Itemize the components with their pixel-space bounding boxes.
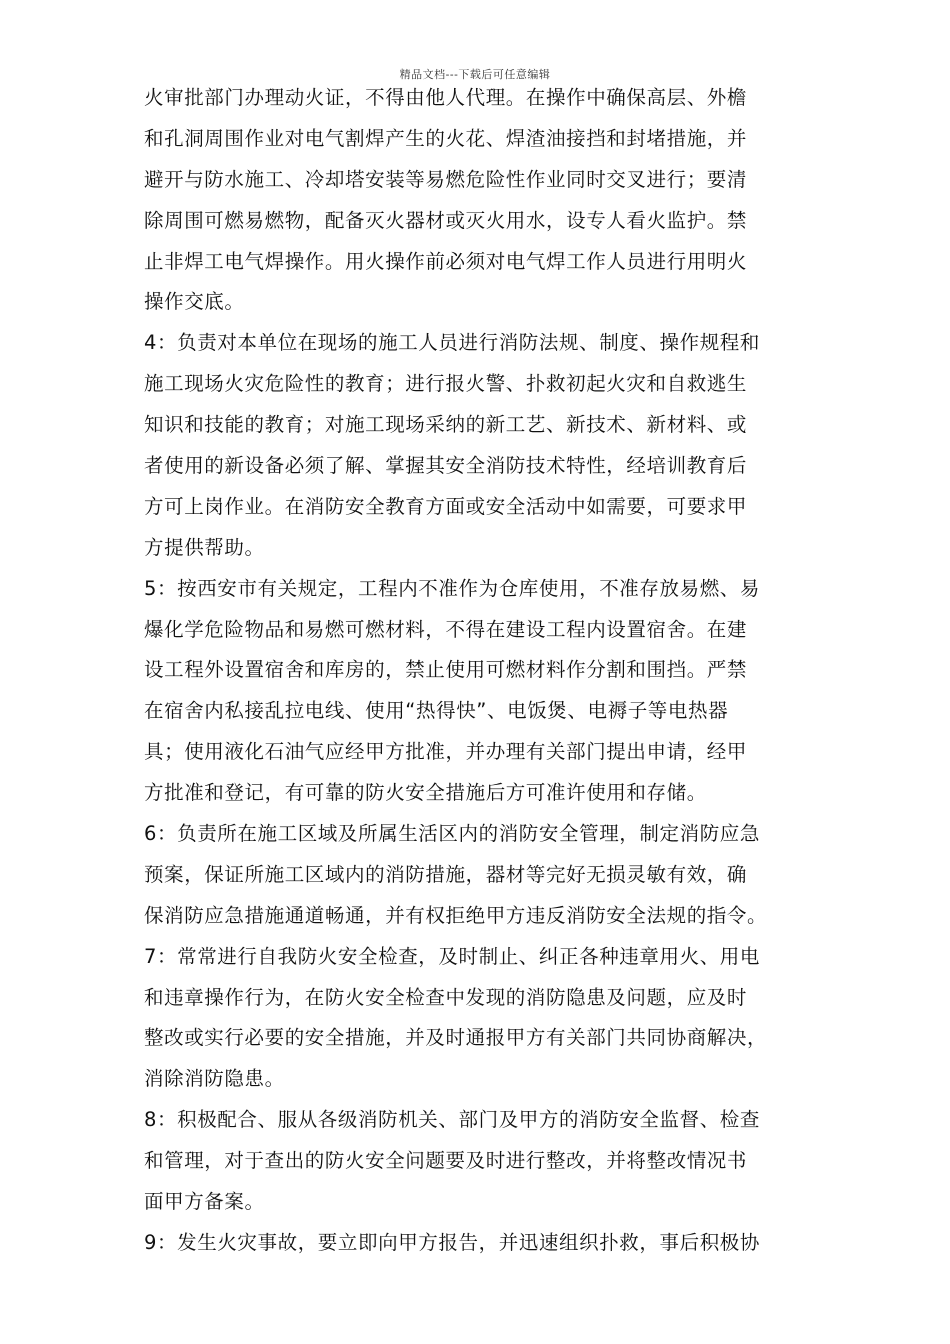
page-header: 精品文档---下载后可任意编辑 bbox=[399, 68, 551, 81]
text-line: 方提供帮助。 bbox=[144, 535, 265, 559]
text-line: 施工现场火灾危险性的教育；进行报火警、扑救初起火灾和自救逃生 bbox=[144, 372, 748, 396]
text-line: 方可上岗作业。在消防安全教育方面或安全活动中如需要，可要求甲 bbox=[144, 494, 748, 518]
text-line: 火审批部门办理动火证，不得由他人代理。在操作中确保高层、外檐 bbox=[144, 86, 748, 109]
text-line: 预案，保证所施工区域内的消防措施，器材等完好无损灵敏有效，确 bbox=[144, 862, 748, 886]
text-line: 和管理，对于查出的防火安全问题要及时进行整改，并将整改情况书 bbox=[144, 1149, 748, 1173]
text-line: 止非焊工电气焊操作。用火操作前必须对电气焊工作人员进行用明火 bbox=[144, 249, 748, 273]
text-line: 者使用的新设备必须了解、掌握其安全消防技术特性，经培训教育后 bbox=[144, 454, 748, 478]
text-line: 设工程外设置宿舍和库房的，禁止使用可燃材料作分割和围挡。严禁 bbox=[144, 658, 748, 682]
text-line: 知识和技能的教育；对施工现场采纳的新工艺、新技术、新材料、或 bbox=[144, 413, 748, 437]
text-line: 除周围可燃易燃物，配备灭火器材或灭火用水，设专人看火监护。禁 bbox=[144, 208, 748, 232]
text-line: 操作交底。 bbox=[144, 290, 245, 314]
text-line: 面甲方备案。 bbox=[144, 1190, 265, 1214]
text-line: 6：负责所在施工区域及所属生活区内的消防安全管理，制定消防应急 bbox=[144, 822, 761, 846]
text-line: 和孔洞周围作业对电气割焊产生的火花、焊渣油接挡和封堵措施，并 bbox=[144, 126, 748, 150]
text-line: 避开与防水施工、冷却塔安装等易燃危险性作业同时交叉进行；要清 bbox=[144, 167, 748, 191]
document-body bbox=[144, 78, 844, 1264]
text-line: 消除消防隐患。 bbox=[144, 1067, 285, 1091]
text-line: 8：积极配合、服从各级消防机关、部门及甲方的消防安全监督、检查 bbox=[144, 1108, 761, 1132]
text-line: 整改或实行必要的安全措施，并及时通报甲方有关部门共同协商解决， bbox=[144, 1026, 768, 1050]
text-line: 和违章操作行为，在防火安全检查中发现的消防隐患及问题，应及时 bbox=[144, 985, 748, 1009]
text-line: 方批准和登记，有可靠的防火安全措施后方可准许使用和存储。 bbox=[144, 781, 707, 805]
text-line: 爆化学危险物品和易燃可燃材料，不得在建设工程内设置宿舍。在建 bbox=[144, 617, 748, 641]
text-line: 5：按西安市有关规定，工程内不准作为仓库使用，不准存放易燃、易 bbox=[144, 576, 761, 600]
text-line: 保消防应急措施通道畅通，并有权拒绝甲方违反消防安全法规的指令。 bbox=[144, 903, 768, 927]
text-line: 在宿舍内私接乱拉电线、使用“热得快”、电饭煲、电褥子等电热器 bbox=[144, 699, 729, 723]
text-line: 9：发生火灾事故，要立即向甲方报告，并迅速组织扑救，事后积极协 bbox=[144, 1230, 761, 1254]
text-line: 具；使用液化石油气应经甲方批准，并办理有关部门提出申请，经甲 bbox=[144, 740, 748, 764]
text-line: 4：负责对本单位在现场的施工人员进行消防法规、制度、操作规程和 bbox=[144, 331, 761, 355]
text-line: 7：常常进行自我防火安全检查，及时制止、纠正各种违章用火、用电 bbox=[144, 944, 761, 968]
